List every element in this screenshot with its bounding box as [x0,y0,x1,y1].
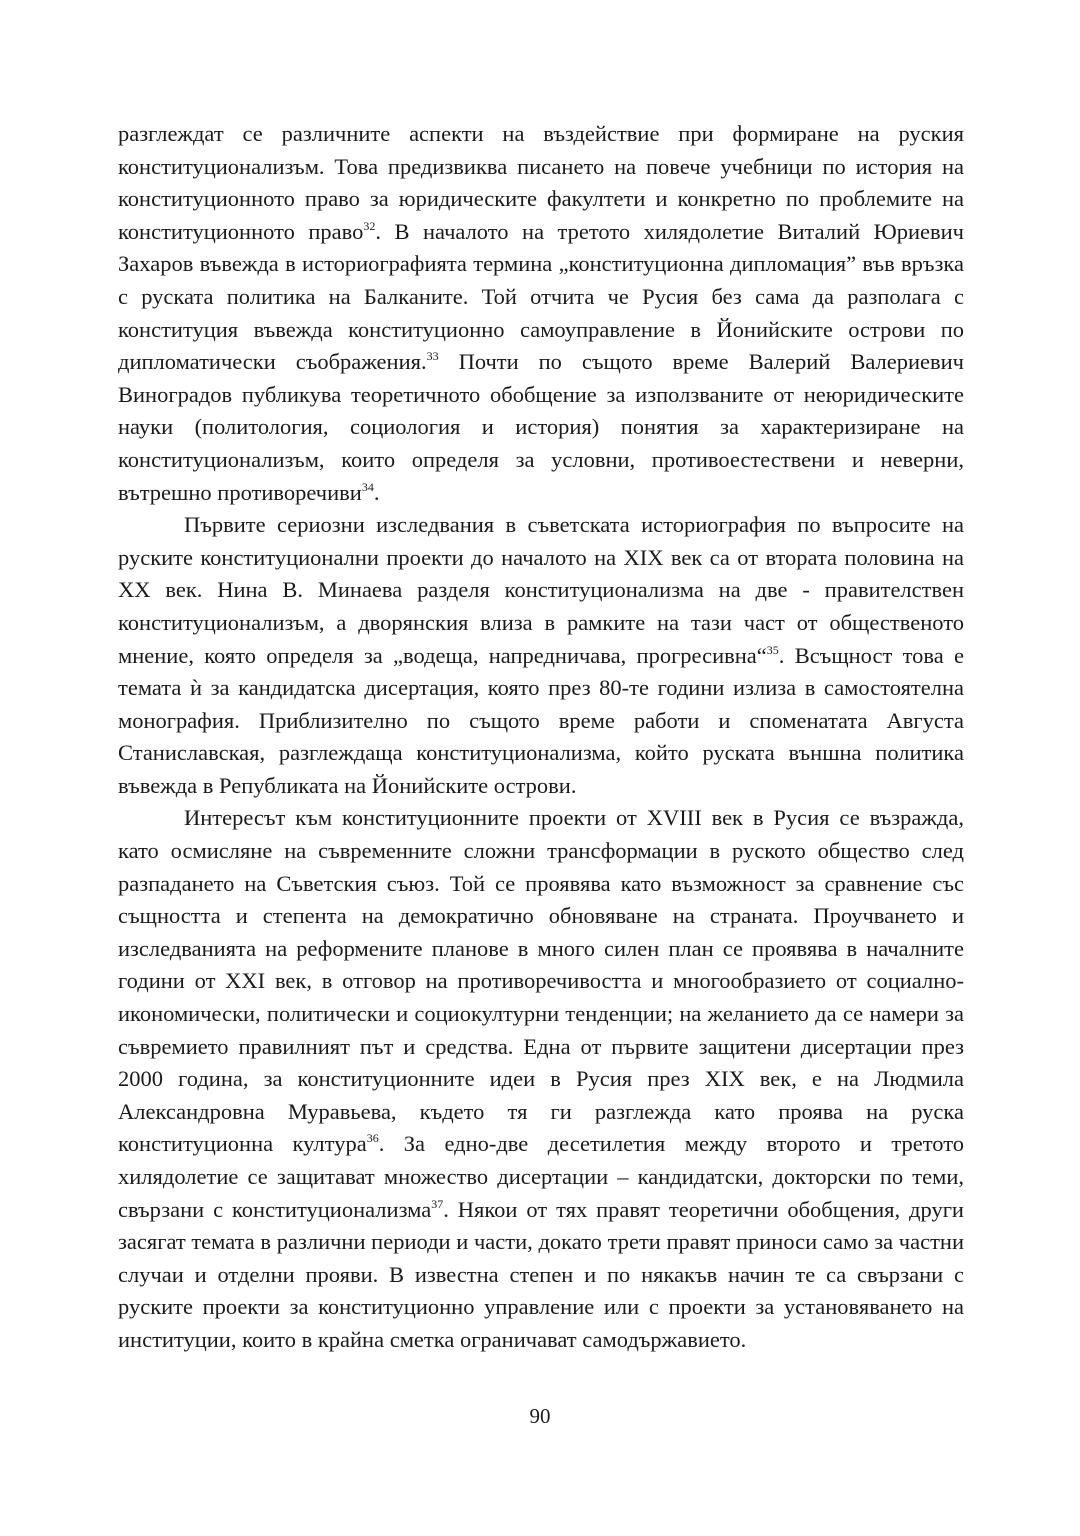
paragraph-2-text-a: Първите сериозни изследвания в съветската историография по въпросите на руските конституционални проекти до началото на XIX век са от втората половина на XX век. Нина В. Минаева разделя конституционализма на две - правителствен конституционализъм, а дворянския влиза в рамките на тази част от общественото мнение, която определя за „водеща, напредничава, прогресивна“ [118,512,964,668]
footnote-ref-32: 32 [363,218,376,233]
paragraph-1-text-c: Почти по същото време Валерий Валериевич Виноградов публикува теоретичното обобщение за използваните от неюридическите науки (политология, социология и история) понятия за характеризиране на конституционализъм, които определя за условни, противоестествени и неверни, вътрешно противоречиви [118,349,964,505]
paragraph-2 [118,509,964,802]
page-body [118,118,964,1357]
footnote-ref-37: 37 [431,1196,444,1211]
paragraph-1-text-b: . В началото на третото хилядолетие Виталий Юриевич Захаров въвежда в историографията термина „конституционна дипломация” във връзка с руската политика на Балканите. Той отчита че Русия без сама да разполага с конституция въвежда конституционно самоуправление в Йонийските острови по дипломатически съображения. [118,218,964,375]
paragraph-3-text-c: . Някои от тях правят теоретични обобщения, други засягат темата в различни периоди и части, докато трети правят приноси само за частни случаи и отделни прояви. В известна степен и по някакъв начин те са свързани с руските проекти за конституционно управление или с проекти за установяването на институции, които в крайна сметка ограничават самодържавието. [118,1196,964,1352]
page-number: 90 [529,1404,551,1428]
paragraph-1 [118,118,964,509]
footnote-ref-33: 33 [426,349,439,364]
footnote-ref-36: 36 [366,1131,379,1146]
paragraph-1-text-d: . [373,479,380,505]
paragraph-3-text-a: Интересът към конституционните проекти от XVIII век в Русия се възражда, като осмисляне на съвременните сложни трансформации в руското общество след разпадането на Съветския съюз. Той се проявява като възможност за сравнение със същността и степента на демократично обновяване на страната. Проучването и изследванията на реформените планове в много силен план се проявява в началните години от XXI век, в отговор на противоречивостта и многообразието от социално-икономически, политически и социокултурни тенденции; на желанието да се намери за съвремието правилният път и средства. Една от първите защитени дисертации през 2000 година, за конституционните идеи в Русия през XIX век, е на Людмила Александровна Муравьева, където тя ги разглежда като проява на руска конституционна култура [118,805,964,1157]
paragraph-3 [118,802,964,1356]
paragraph-2-text-b: . Всъщност това е темата ѝ за кандидатска дисертация, която през 80-те години излиза в самостоятелна монография. Приблизително по същото време работи и споменатата Августа Станиславская, разглеждаща конституционализма, който руската външна политика въвежда в Републиката на Йонийските острови. [118,642,964,798]
footnote-ref-34: 34 [361,479,374,494]
paragraph-3-text-b: . За едно-две десетилетия между второто и третото хилядолетие се защитават множество дисертации – кандидатски, докторски по теми, свързани с конституционализма [118,1131,964,1222]
footnote-ref-35: 35 [766,642,779,657]
paragraph-1-text-a: разглеждат се различните аспекти на въздействие при формиране на руския конституционализъм. Това предизвиква писането на повече учебници по история на конституционното право за юридическите факултети и конкретно по проблемите на конституционното право [118,121,964,244]
